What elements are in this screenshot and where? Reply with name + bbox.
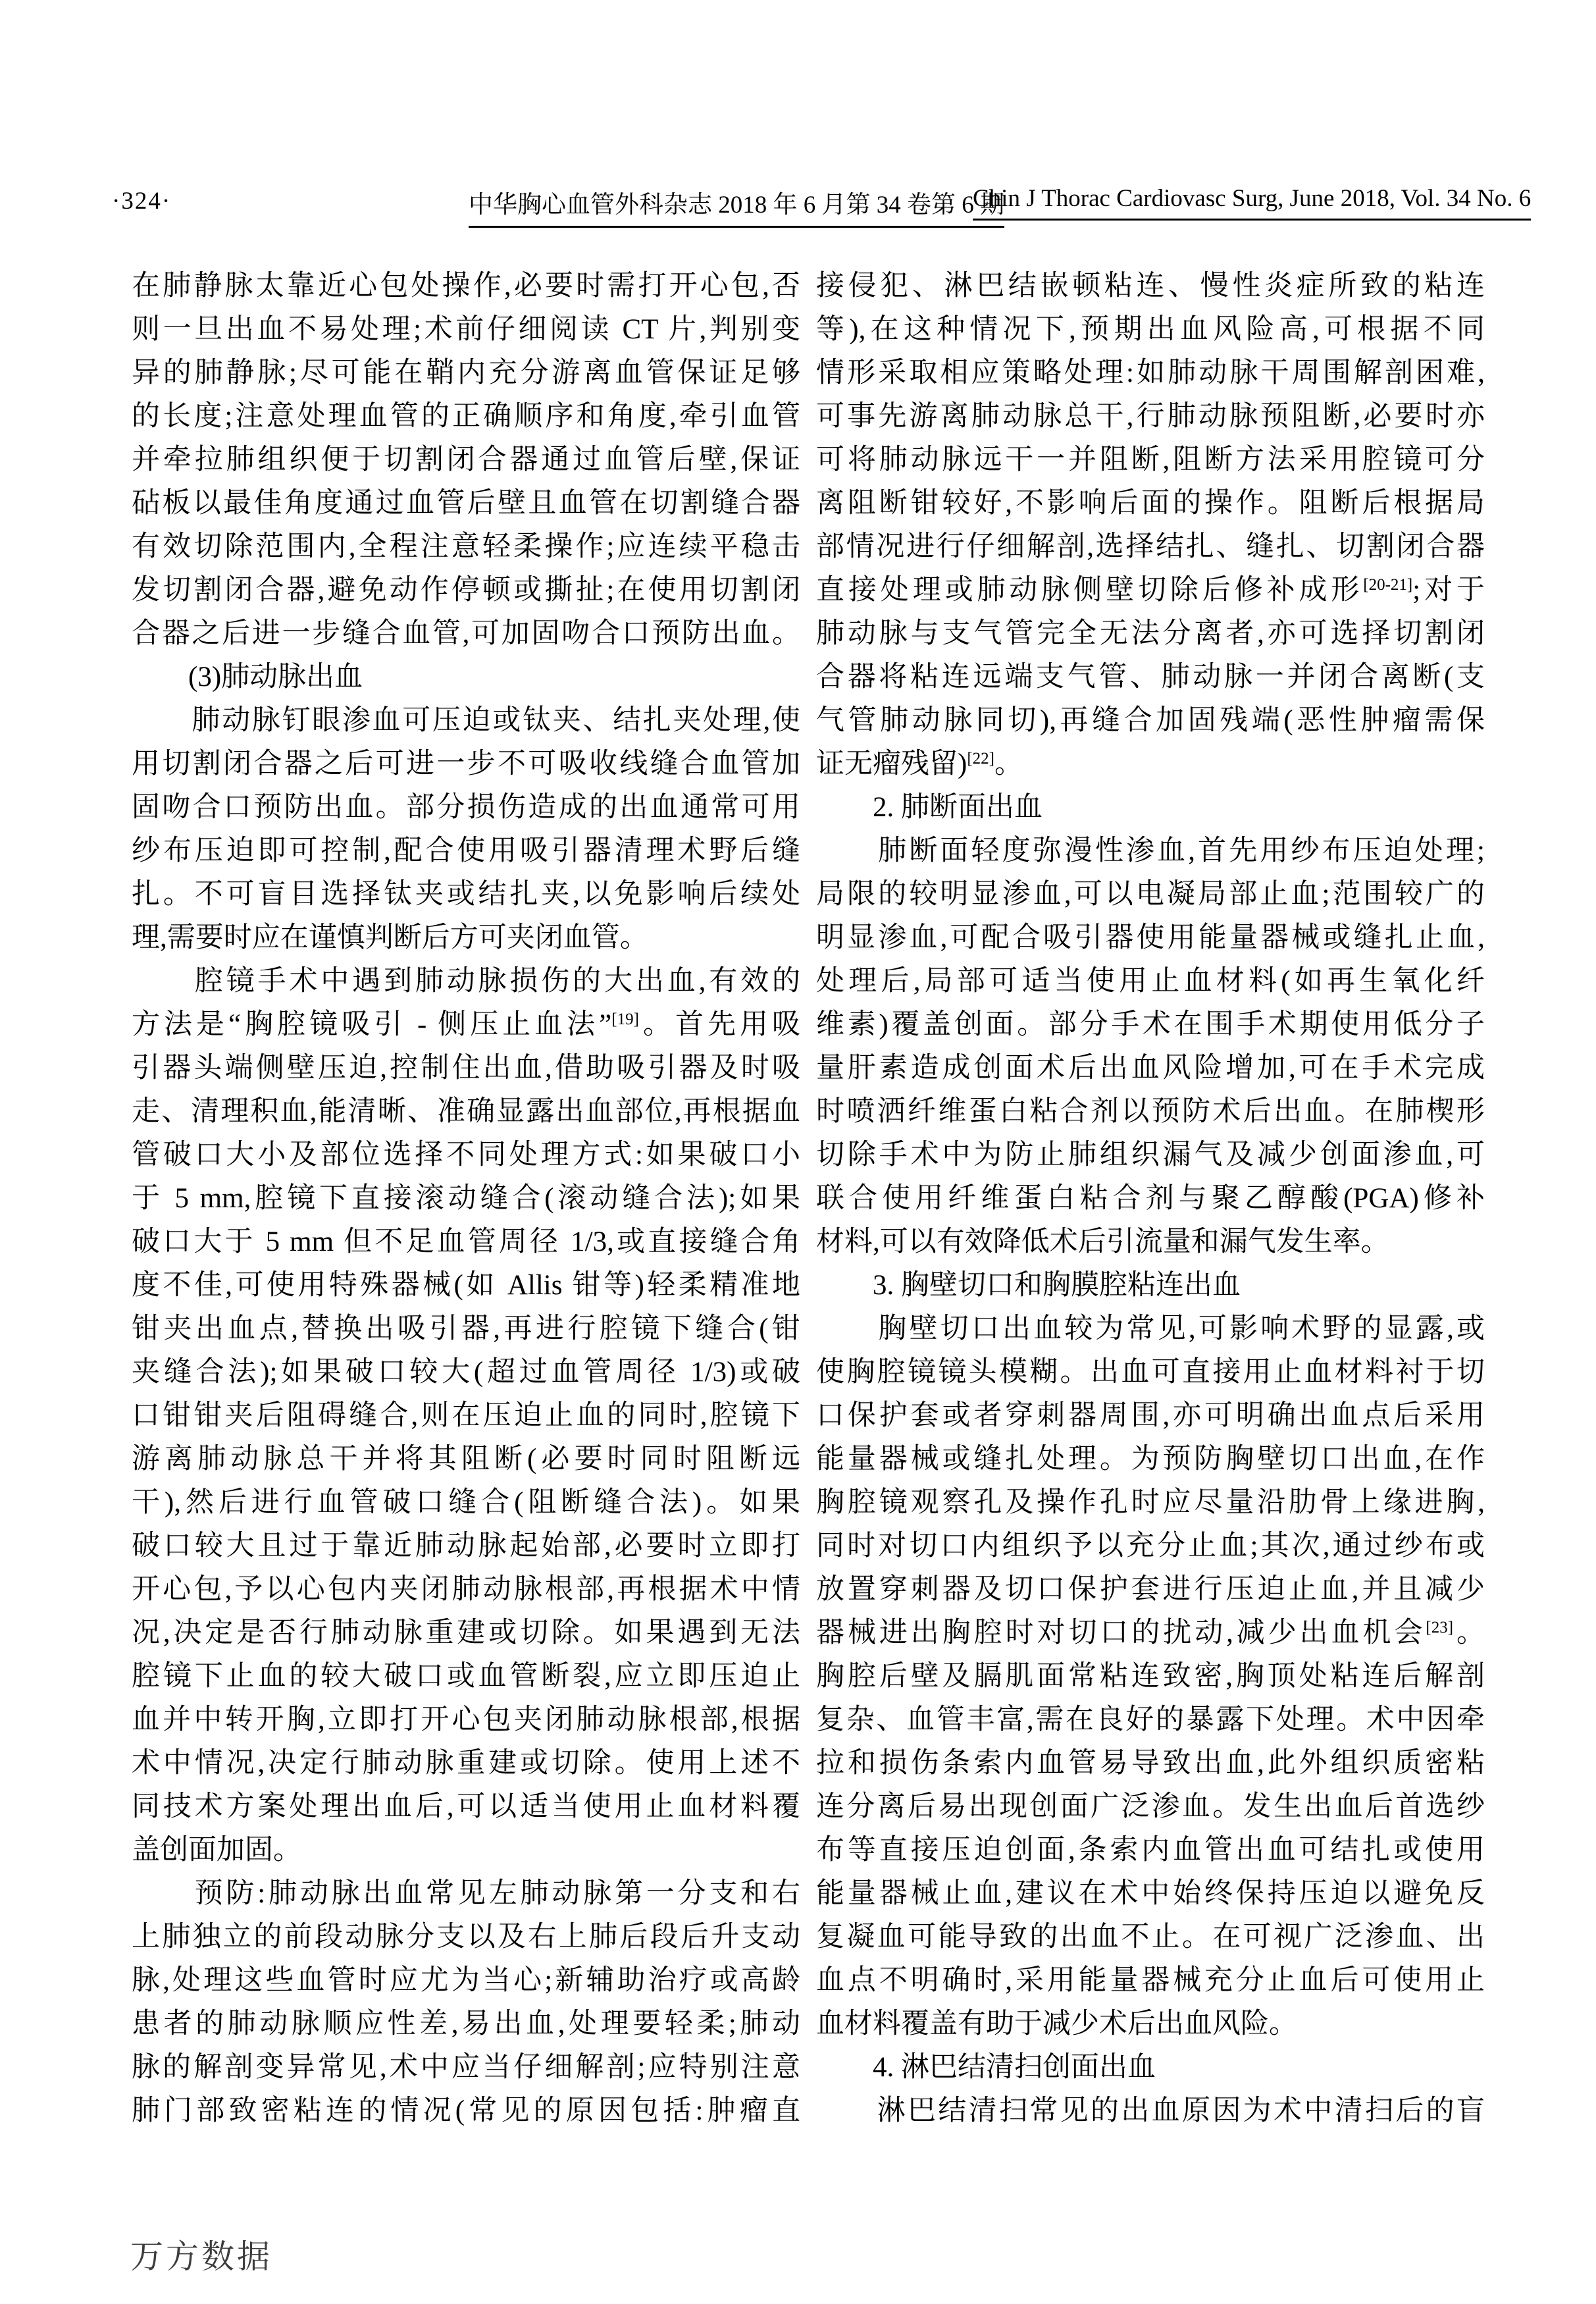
text-line: 纱布压迫即可控制,配合使用吸引器清理术野后缝 bbox=[132, 835, 800, 866]
text-line: 血材料覆盖有助于减少术后出血风险。 bbox=[816, 2008, 1297, 2039]
text-line: 游离肺动脉总干并将其阻断(必要时同时阻断远 bbox=[132, 1444, 800, 1475]
text-line: 胸壁切口出血较为常见,可影响术野的显露,或 bbox=[816, 1313, 1485, 1344]
article-column-right bbox=[816, 265, 1485, 2133]
text-line: 发切割闭合器,避免动作停顿或撕扯;在使用切割闭 bbox=[132, 575, 800, 606]
text-line: 气管肺动脉同切),再缝合加固残端(恶性肿瘤需保 bbox=[816, 705, 1485, 736]
text-line: 口钳钳夹后阻碍缝合,则在压迫止血的同时,腔镜下 bbox=[132, 1400, 800, 1431]
text-line: 则一旦出血不易处理;术前仔细阅读 CT 片,判别变 bbox=[132, 314, 800, 345]
text-line: 布等直接压迫创面,条索内血管出血可结扎或使用 bbox=[816, 1835, 1485, 1866]
text-line: 于 5 mm,腔镜下直接滚动缝合(滚动缝合法);如果 bbox=[132, 1183, 800, 1214]
text-line: 证无瘤残留)[22]。 bbox=[816, 748, 1023, 779]
text-line: 脉,处理这些血管时应尤为当心;新辅助治疗或高龄 bbox=[132, 1965, 800, 1996]
text-line: 夹缝合法);如果破口较大(超过血管周径 1/3)或破 bbox=[132, 1357, 800, 1388]
text-line: 引器头端侧壁压迫,控制住出血,借助吸引器及时吸 bbox=[132, 1053, 800, 1084]
text-line: 量肝素造成创面术后出血风险增加,可在手术完成 bbox=[816, 1053, 1485, 1084]
text-line: 局限的较明显渗血,可以电凝局部止血;范围较广的 bbox=[816, 879, 1485, 910]
text-line: 能量器械止血,建议在术中始终保持压迫以避免反 bbox=[816, 1878, 1485, 1909]
text-line: 肺断面轻度弥漫性渗血,首先用纱布压迫处理; bbox=[816, 835, 1485, 866]
text-line: 的长度;注意处理血管的正确顺序和角度,牵引血管 bbox=[132, 401, 800, 432]
text-line: 3. 胸壁切口和胸膜腔粘连出血 bbox=[816, 1270, 1241, 1301]
text-line: 淋巴结清扫常见的出血原因为术中清扫后的盲 bbox=[816, 2095, 1485, 2126]
text-line: 用切割闭合器之后可进一步不可吸收线缝合血管加 bbox=[132, 748, 800, 779]
text-line: 连分离后易出现创面广泛渗血。发生出血后首选纱 bbox=[816, 1791, 1485, 1822]
text-line: 复凝血可能导致的出血不止。在可视广泛渗血、出 bbox=[816, 1922, 1485, 1952]
text-line: 使胸腔镜镜头模糊。出血可直接用止血材料衬于切 bbox=[816, 1357, 1485, 1388]
text-line: 血并中转开胸,立即打开心包夹闭肺动脉根部,根据 bbox=[132, 1704, 800, 1735]
text-line: 盖创面加固。 bbox=[132, 1835, 301, 1866]
text-line: 况,决定是否行肺动脉重建或切除。如果遇到无法 bbox=[132, 1617, 800, 1648]
text-line: 明显渗血,可配合吸引器使用能量器械或缝扎止血, bbox=[816, 922, 1485, 953]
text-line: 胸腔后壁及膈肌面常粘连致密,胸顶处粘连后解剖 bbox=[816, 1661, 1485, 1692]
page-number: ·324· bbox=[112, 188, 172, 215]
text-line: 器械进出胸腔时对切口的扰动,减少出血机会[23]。 bbox=[816, 1617, 1485, 1648]
text-line: 处理后,局部可适当使用止血材料(如再生氧化纤 bbox=[816, 966, 1485, 997]
text-line: 并牵拉肺组织便于切割闭合器通过血管后壁,保证 bbox=[132, 444, 800, 475]
text-line: 管破口大小及部位选择不同处理方式:如果破口小 bbox=[132, 1139, 800, 1170]
text-line: 在肺静脉太靠近心包处操作,必要时需打开心包,否 bbox=[132, 271, 800, 301]
text-line: 2. 肺断面出血 bbox=[816, 792, 1043, 823]
wanfang-data-watermark: 万方数据 bbox=[130, 2238, 272, 2275]
text-line: 时喷洒纤维蛋白粘合剂以预防术后出血。在肺楔形 bbox=[816, 1096, 1485, 1127]
text-line: 可事先游离肺动脉总干,行肺动脉预阻断,必要时亦 bbox=[816, 401, 1485, 432]
text-line: 肺动脉与支气管完全无法分离者,亦可选择切割闭 bbox=[816, 618, 1485, 649]
text-line: 干),然后进行血管破口缝合(阻断缝合法)。如果 bbox=[132, 1487, 800, 1518]
text-line: 情形采取相应策略处理:如肺动脉干周围解剖困难, bbox=[816, 357, 1485, 388]
text-line: 同技术方案处理出血后,可以适当使用止血材料覆 bbox=[132, 1791, 800, 1822]
text-line: 砧板以最佳角度通过血管后壁且血管在切割缝合器 bbox=[132, 488, 800, 519]
text-line: 等),在这种情况下,预期出血风险高,可根据不同 bbox=[816, 314, 1485, 345]
text-line: 方法是“胸腔镜吸引 - 侧压止血法”[19]。首先用吸 bbox=[132, 1009, 800, 1040]
text-line: 部情况进行仔细解剖,选择结扎、缝扎、切割闭合器 bbox=[816, 531, 1485, 562]
text-line: 肺门部致密粘连的情况(常见的原因包括:肿瘤直 bbox=[132, 2095, 800, 2126]
text-line: 钳夹出血点,替换出吸引器,再进行腔镜下缝合(钳 bbox=[132, 1313, 800, 1344]
journal-title-cn: 中华胸心血管外科杂志 2018 年 6 月第 34 卷第 6 期 bbox=[469, 184, 1004, 228]
text-line: 术中情况,决定行肺动脉重建或切除。使用上述不 bbox=[132, 1748, 800, 1779]
text-line: 材料,可以有效降低术后引流量和漏气发生率。 bbox=[816, 1226, 1389, 1257]
text-line: 口保护套或者穿刺器周围,亦可明确出血点后采用 bbox=[816, 1400, 1485, 1431]
text-line: 预防:肺动脉出血常见左肺动脉第一分支和右 bbox=[132, 1878, 800, 1909]
text-line: 扎。不可盲目选择钛夹或结扎夹,以免影响后续处 bbox=[132, 879, 800, 910]
text-line: 合器之后进一步缝合血管,可加固吻合口预防出血。 bbox=[132, 618, 800, 649]
text-line: (3)肺动脉出血 bbox=[132, 662, 363, 693]
text-line: 胸腔镜观察孔及操作孔时应尽量沿肋骨上缘进胸, bbox=[816, 1487, 1485, 1518]
text-line: 腔镜下止血的较大破口或血管断裂,应立即压迫止 bbox=[132, 1661, 800, 1692]
text-line: 走、清理积血,能清晰、准确显露出血部位,再根据血 bbox=[132, 1096, 800, 1127]
text-line: 破口大于 5 mm 但不足血管周径 1/3,或直接缝合角 bbox=[132, 1226, 800, 1257]
text-line: 拉和损伤条索内血管易导致出血,此外组织质密粘 bbox=[816, 1748, 1485, 1779]
text-line: 破口较大且过于靠近肺动脉起始部,必要时立即打 bbox=[132, 1531, 800, 1561]
text-line: 放置穿刺器及切口保护套进行压迫止血,并且减少 bbox=[816, 1574, 1485, 1605]
text-line: 有效切除范围内,全程注意轻柔操作;应连续平稳击 bbox=[132, 531, 800, 562]
text-line: 复杂、血管丰富,需在良好的暴露下处理。术中因牵 bbox=[816, 1704, 1485, 1735]
text-line: 同时对切口内组织予以充分止血;其次,通过纱布或 bbox=[816, 1531, 1485, 1561]
page-header bbox=[0, 183, 1596, 229]
text-line: 直接处理或肺动脉侧壁切除后修补成形[20-21];对于 bbox=[816, 575, 1485, 606]
text-line: 联合使用纤维蛋白粘合剂与聚乙醇酸(PGA)修补 bbox=[816, 1183, 1485, 1214]
article-column-left bbox=[132, 265, 800, 2133]
journal-title-en: Chin J Thorac Cardiovasc Surg, June 2018, Vol. 34 No. 6 bbox=[973, 184, 1531, 221]
text-line: 固吻合口预防出血。部分损伤造成的出血通常可用 bbox=[132, 792, 800, 823]
text-line: 肺动脉钉眼渗血可压迫或钛夹、结扎夹处理,使 bbox=[132, 705, 800, 736]
text-line: 理,需要时应在谨慎判断后方可夹闭血管。 bbox=[132, 922, 648, 953]
text-line: 可将肺动脉远干一并阻断,阻断方法采用腔镜可分 bbox=[816, 444, 1485, 475]
text-line: 脉的解剖变异常见,术中应当仔细解剖;应特别注意 bbox=[132, 2052, 800, 2083]
text-line: 离阻断钳较好,不影响后面的操作。阻断后根据局 bbox=[816, 488, 1485, 519]
text-line: 切除手术中为防止肺组织漏气及减少创面渗血,可 bbox=[816, 1139, 1485, 1170]
text-line: 接侵犯、淋巴结嵌顿粘连、慢性炎症所致的粘连 bbox=[816, 271, 1485, 301]
text-line: 血点不明确时,采用能量器械充分止血后可使用止 bbox=[816, 1965, 1485, 1996]
text-line: 能量器械或缝扎处理。为预防胸壁切口出血,在作 bbox=[816, 1444, 1485, 1475]
text-line: 合器将粘连远端支气管、肺动脉一并闭合离断(支 bbox=[816, 662, 1485, 693]
text-line: 维素)覆盖创面。部分手术在围手术期使用低分子 bbox=[816, 1009, 1485, 1040]
text-line: 4. 淋巴结清扫创面出血 bbox=[816, 2052, 1156, 2083]
text-line: 患者的肺动脉顺应性差,易出血,处理要轻柔;肺动 bbox=[132, 2008, 800, 2039]
text-line: 异的肺静脉;尽可能在鞘内充分游离血管保证足够 bbox=[132, 357, 800, 388]
text-line: 开心包,予以心包内夹闭肺动脉根部,再根据术中情 bbox=[132, 1574, 800, 1605]
text-line: 上肺独立的前段动脉分支以及右上肺后段后升支动 bbox=[132, 1922, 800, 1952]
text-line: 腔镜手术中遇到肺动脉损伤的大出血,有效的 bbox=[132, 966, 800, 997]
text-line: 度不佳,可使用特殊器械(如 Allis 钳等)轻柔精准地 bbox=[132, 1270, 800, 1301]
